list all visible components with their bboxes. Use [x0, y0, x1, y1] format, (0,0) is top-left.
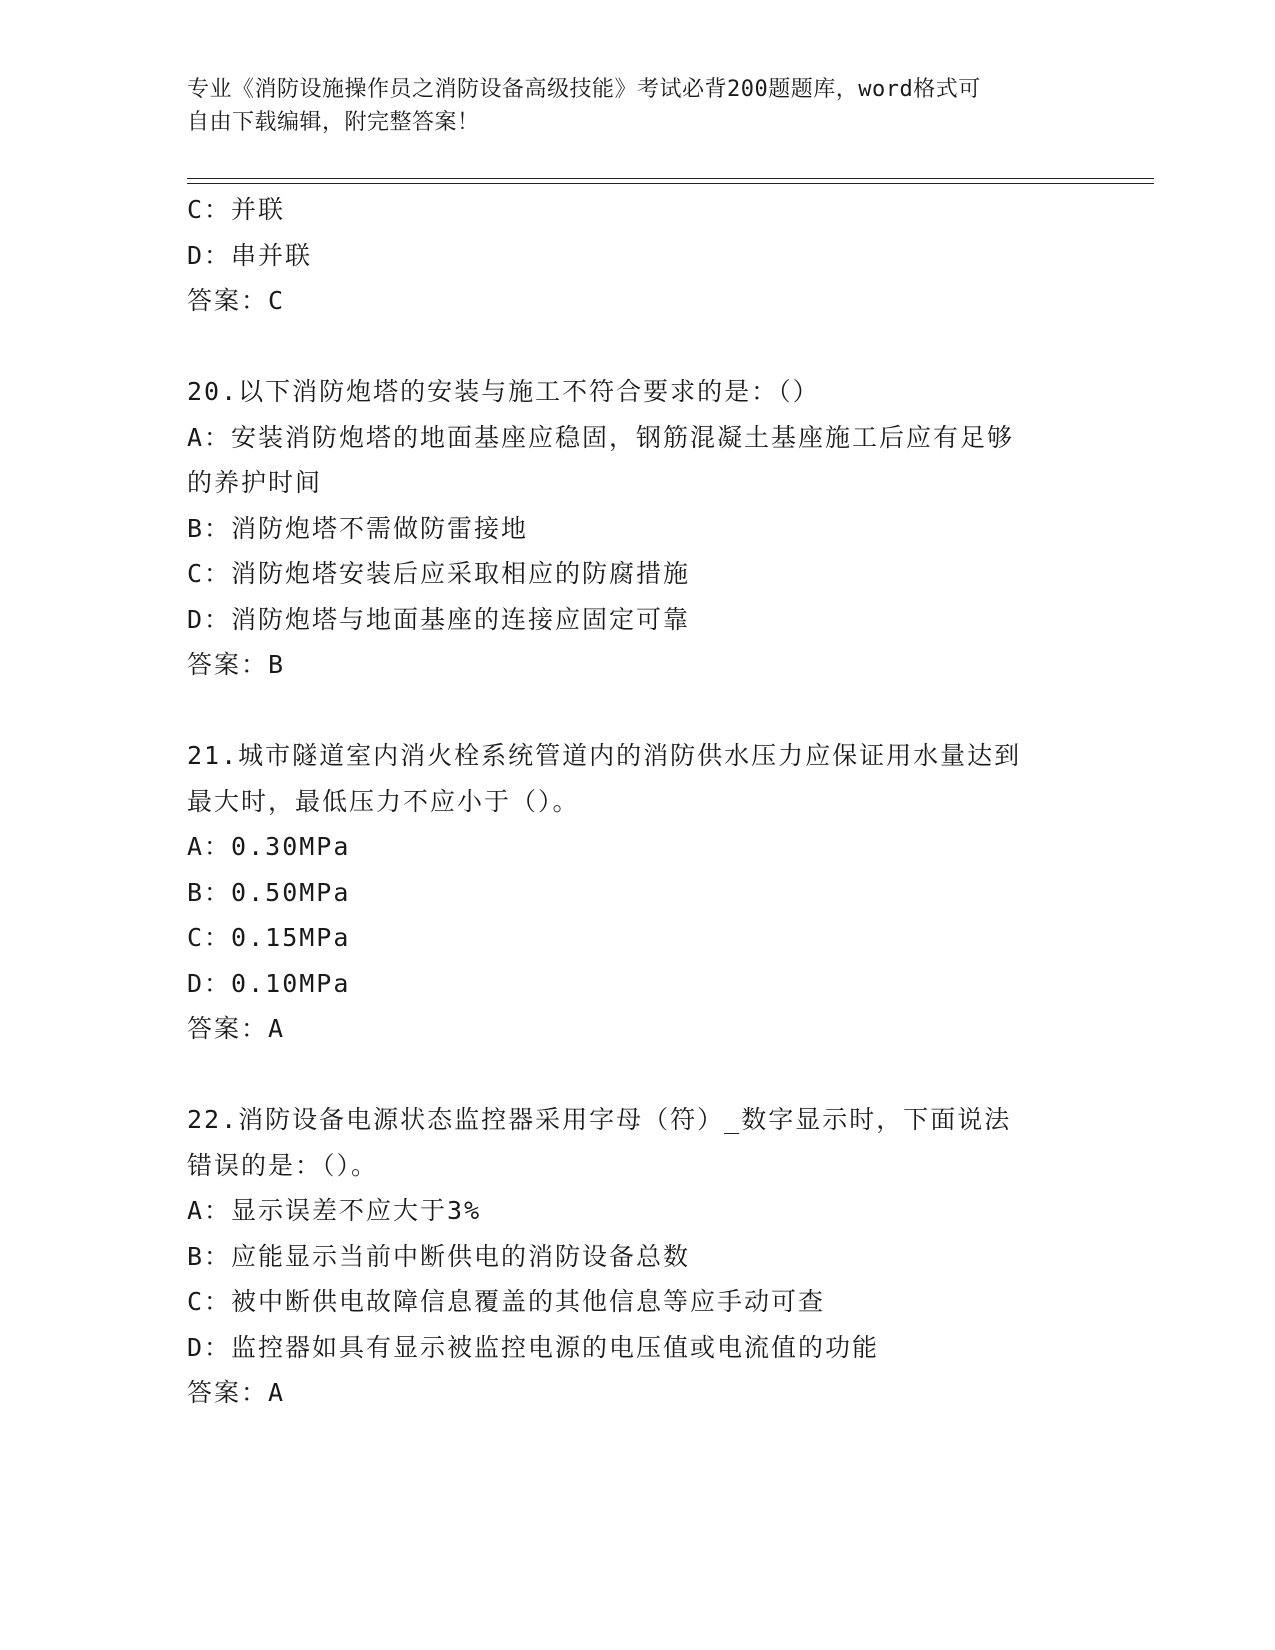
prev-question-tail: [187, 187, 1087, 324]
question-stem: 22.消防设备电源状态监控器采用字母（符）_数字显示时，下面说法: [187, 1105, 1012, 1134]
header-line-2: 自由下载编辑，附完整答案！: [187, 110, 480, 135]
header-line-1: 专业《消防设施操作员之消防设备高级技能》考试必背200题题库，word格式可: [187, 77, 981, 102]
option-a: A：0.30MPa: [187, 832, 351, 861]
option-c: C：被中断供电故障信息覆盖的其他信息等应手动可查: [187, 1287, 826, 1316]
option-d: D：串并联: [187, 240, 313, 270]
option-a-continued: 的养护时间: [187, 468, 323, 497]
option-b: B：消防炮塔不需做防雷接地: [187, 513, 529, 543]
answer-line: 答案：A: [187, 1378, 286, 1407]
answer-line: 答案：B: [187, 650, 286, 679]
document-header: [187, 73, 1087, 139]
spacer: [187, 1052, 1087, 1098]
document-body: [187, 187, 1087, 1416]
spacer: [187, 688, 1087, 734]
question-stem-continued: 最大时，最低压力不应小于（）。: [187, 786, 580, 816]
question-stem: 21.城市隧道室内消火栓系统管道内的消防供水压力应保证用水量达到: [187, 741, 1022, 770]
question-22: [187, 1097, 1087, 1416]
option-c: C：消防炮塔安装后应采取相应的防腐措施: [187, 559, 691, 588]
option-a: A：安装消防炮塔的地面基座应稳固，钢筋混凝土基座施工后应有足够: [187, 422, 1015, 452]
option-d: D：监控器如具有显示被监控电源的电压值或电流值的功能: [187, 1332, 880, 1362]
question-20: [187, 369, 1087, 688]
question-21: [187, 733, 1087, 1052]
option-b: B：0.50MPa: [187, 877, 351, 907]
answer-line: 答案：C: [187, 286, 286, 315]
header-divider-top: [187, 178, 1154, 179]
option-b: B：应能显示当前中断供电的消防设备总数: [187, 1241, 691, 1271]
option-c: C：0.15MPa: [187, 923, 351, 952]
answer-line: 答案：A: [187, 1014, 286, 1043]
option-d: D：0.10MPa: [187, 968, 351, 998]
question-stem-continued: 错误的是：（）。: [187, 1150, 379, 1180]
option-d: D：消防炮塔与地面基座的连接应固定可靠: [187, 604, 691, 634]
option-c: C：并联: [187, 195, 286, 224]
header-divider-bottom: [187, 183, 1154, 184]
question-stem: 20.以下消防炮塔的安装与施工不符合要求的是：（）: [187, 377, 820, 406]
option-a: A：显示误差不应大于3%: [187, 1196, 482, 1225]
spacer: [187, 324, 1087, 370]
